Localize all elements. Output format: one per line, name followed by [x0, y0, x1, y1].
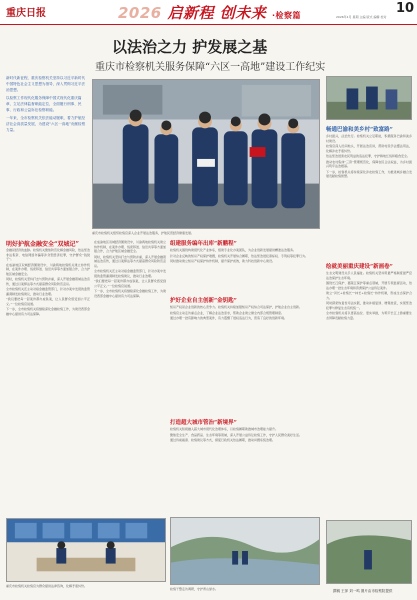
- banner-slogan-b: 创未来: [219, 4, 267, 22]
- page-number: 10: [396, 1, 415, 16]
- bottom-middle-caption: 检察干警走访调研，守护青山绿水。: [170, 587, 219, 591]
- section-5-title: 畅通巴渝和美乡村“致富路”: [326, 127, 393, 133]
- section-3-title: 护好企业自主创新“金钥匙”: [170, 298, 237, 304]
- section-6-title: 绘就美丽重庆建设“新画卷”: [326, 264, 393, 270]
- banner-slogan-a: 启新程: [167, 4, 214, 22]
- section-4-body: 检察机关积极融入超大城市现代化治理体系，以检察履职助推城市治理能力提升。 聚焦安全生产、食品药品、生态环境等领域，深入开展公益诉讼检察工作，守护人民群众美好生活。 通过诉前磋商、检察建议等方式，督促行政机关依法履职，推动问题系统治理。: [170, 427, 303, 442]
- masthead-rule: [0, 24, 417, 25]
- bottom-left-photo: [6, 518, 166, 582]
- page-subhead: 重庆市检察机关服务保障“六区一高地”建设工作纪实: [95, 62, 326, 73]
- anniversary-banner: [118, 2, 301, 23]
- bottom-left-caption: 重庆市检察机关检察官为群众提供法律咨询，化解矛盾纠纷。: [6, 584, 88, 588]
- banner-section: ·检察篇: [271, 11, 302, 20]
- section-1-body: 金融是经济的血脉。检察机关聚焦防范化解金融风险，依法惩治非法集资、电信网络诈骗等涉众型经济犯罪，守护群众“钱袋子”。 在成渝地区双城经济圈建设中，川渝两地检察机关建立协作机制，在案件办理、线索移送、信息共享等方面加强合作，合力护航区域金融安全。 同时，检察机关坚持打击与预防并重，深入开展金融领域法治宣传，通过以案释法等方式提高群众风险防范意识。 全市检察机关还主动对接金融监管部门，针对办案中发现的监管漏洞制发检察建议，推动行业治理。 “我们要把每一起案件都办成铁案，让人民群众感受到公平正义。”一位检察官说道。 下一步，全市检察机关将继续深化金融检察工作，为建设西部金融中心提供有力司法保障。: [6, 248, 90, 316]
- bottom-right-photo: [326, 520, 412, 584]
- section-2-body: 检察机关围绕构建现代化产业体系，组建专业化办案团队，为企业创新发展提供精准法治服务。 针对企业反映的知识产权保护难题，检察机关开展综合履职，依法惩治侵犯商标权、专利权等犯罪行为。 同时推动建立知识产权保护协作机制，提升保护质效，助力科技创新中心建设。: [170, 248, 309, 263]
- side-photo-top: [326, 76, 412, 120]
- main-photo-caption: 重庆市检察机关组织检察官深入企业开展法治服务，护航民营经济健康发展。: [92, 231, 195, 235]
- section-1-continued: 在成渝地区双城经济圈建设中，川渝两地检察机关建立协作机制，在案件办理、线索移送、信息共享等方面加强合作，合力护航区域金融安全。 同时，检察机关坚持打击与预防并重，深入开展金融领域法治宣传，通过以案释法等方式提高群众风险防范意识。 全市检察机关还主动对接金融监管部门，针对办案中发现的监管漏洞制发检察建议，推动行业治理。 “我们要把每一起案件都办成铁案，让人民群众感受到公平正义。”一位检察官说道。 下一步，全市检察机关将继续深化金融检察工作，为建设西部金融中心提供有力司法保障。: [94, 240, 166, 298]
- byline: 撰稿 王萍 刘一鸣 图片由市检察院提供: [333, 589, 393, 593]
- masthead: [0, 0, 417, 24]
- page-meta: 2026年1月 星期 主编 版式 编辑 校对: [336, 15, 387, 19]
- section-2-title: 组建服务编年出库“新鹏程”: [170, 241, 237, 247]
- bottom-middle-photo: [170, 517, 320, 585]
- section-1-title: 明好护航金融安全“双城记”: [6, 241, 79, 248]
- section-6-body: 生态文明建设关乎人民福祉。检察机关坚持用最严格制度最严密法治保护生态环境。 围绕长江保护、嘉陵江保护等重点领域，开展专项监督活动，依法办理一批生态环境和资源保护公益诉讼案件。 建立“河长+检察长”“林长+检察长”协作机制，形成生态保护合力。 同时探索恢复性司法实践，推动补植复绿、增殖放流，实现惩治犯罪与修复生态有机统一。 全市检察机关将以更高站位、更实举措，为筑牢长江上游重要生态屏障贡献检察力量。: [326, 271, 412, 320]
- section-3-body: 知识产权是企业创新的核心竞争力。检察机关持续加强知识产权综合司法保护，护航企业自主创新。 检察官主动走访重点企业，了解企业法治需求，帮助企业建立健全内部合规管理制度。 通过办理一批有影响力的典型案件，有力震慑了侵权违法行为，营造了良好的创新环境。: [170, 305, 303, 320]
- newspaper-logo: 重庆日报: [6, 8, 46, 19]
- page-headline: 以法治之力 护发展之基: [112, 38, 268, 56]
- lead-paragraphs: 新时代新征程，重庆检察机关坚持以习近平新时代中国特色社会主义思想为指导，深入贯彻习近平法治思想。 以检察工作现代化服务保障中国式现代化重庆篇章，立足法律监督职能定位，全面履行刑事、民事、行政和公益诉讼检察职能。 一年来，全市检察机关依法能动履职，着力护航经济社会高质量发展，为建设“六区一高地”贡献检察力量。: [6, 76, 86, 132]
- section-4-title: 打造超大城市管治“新境界”: [170, 420, 237, 426]
- main-photo: [92, 79, 320, 229]
- banner-year: 2026: [118, 4, 162, 22]
- section-5-body: 乡村振兴，法治先行。检察机关立足职能，积极服务巴渝和美乡村建设。 检察官深入田间地头，开展法治宣讲，帮助村民学法懂法用法，化解涉农矛盾纠纷。 依法惩治侵害农民利益的违法犯罪，守护耕地红线和粮食安全。 推动农村集体“三资”管理规范化，保障农民合法权益，为乡村振兴筑牢法治根基。 下一步，检察机关将持续深化涉农检察工作，为推进城乡融合发展贡献检察智慧。: [326, 134, 412, 178]
